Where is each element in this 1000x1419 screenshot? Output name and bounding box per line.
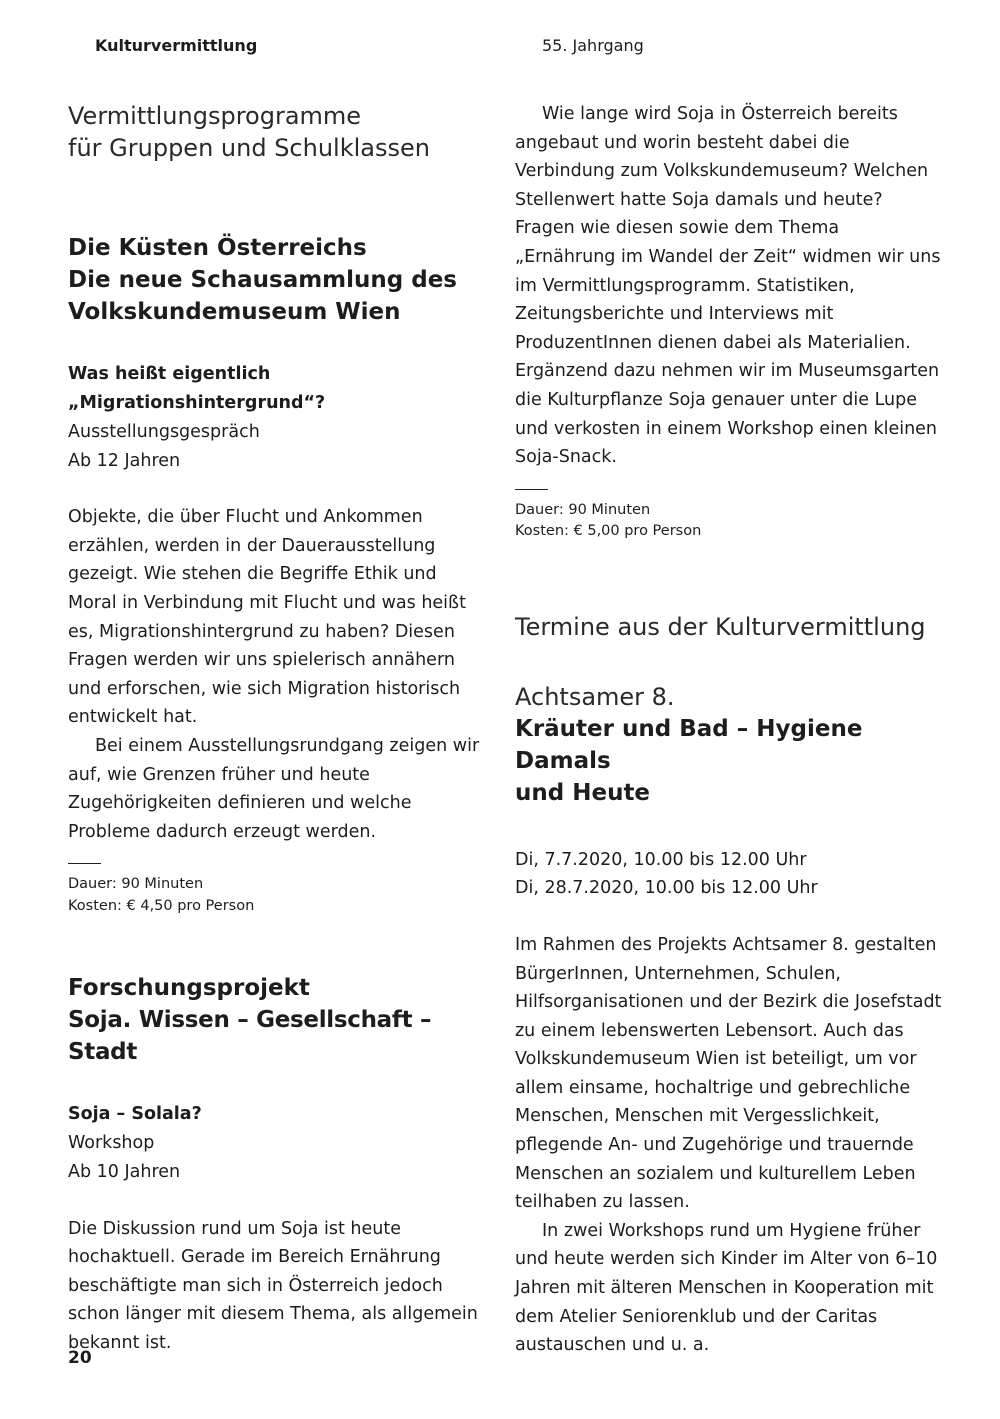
program-age: Ab 10 Jahren — [68, 1161, 181, 1182]
exhibition-heading: Die Küsten Österreichs Die neue Schausammlung des Volkskundemuseum Wien — [68, 235, 458, 325]
program-description: Die Diskussion rund um Soja ist heute hochaktuell. Gerade im Bereich Ernährung beschäftigte man sich in Österreich jedoch schon länger mit diesem Thema, als allgemein bekannt ist. — [68, 1218, 478, 1353]
program-duration: Dauer: 90 Minuten — [515, 501, 651, 518]
left-column — [68, 100, 488, 1357]
event-date: Di, 7.7.2020, 10.00 bis 12.00 Uhr — [515, 849, 807, 870]
event-heading: Kräuter und Bad – Hygiene Damals und Heute — [515, 715, 863, 806]
event-description: Im Rahmen des Projekts Achtsamer 8. gestalten BürgerInnen, Unternehmen, Schulen, Hilfsorganisationen und der Bezirk die Josefstadt zu einem lebenswerten Lebensort. Auch das Volkskundemuseum Wien ist beteiligt, um vor allem einsame, hochaltrige und gebrechliche Menschen, Menschen mit Vergesslichkeit, pflegende An- und Zugehörige und trauernde Menschen an sozialem und kulturellem Leben teilhaben zu lassen. — [515, 934, 942, 1213]
program-cost: Kosten: € 5,00 pro Person — [515, 523, 702, 540]
event-date: Di, 28.7.2020, 10.00 bis 12.00 Uhr — [515, 878, 818, 899]
soja-description: Wie lange wird Soja in Österreich bereits angebaut und worin besteht dabei die Verbindung zum Volkskundemuseum? Welchen Stellenwert hatte Soja damals und heute? Fragen wie diesen sowie dem Thema „Ernährung im Wandel der Zeit“ widmen wir uns im Vermittlungsprogramm. Statistiken, Zeitungsberichte und Interviews mit ProduzentInnen dienen dabei als Materialien. Ergänzend dazu nehmen wir im Museumsgarten die Kulturpflanze Soja genauer unter die Lupe und verkosten in einem Workshop einen kleinen Soja-Snack. — [515, 104, 941, 468]
program-format: Ausstellungsgespräch — [68, 422, 260, 442]
right-column — [515, 100, 945, 1360]
running-header-issue: 55. Jahrgang — [542, 36, 644, 55]
program-cost: Kosten: € 4,50 pro Person — [68, 897, 255, 914]
research-project-heading: Forschungsprojekt Soja. Wissen – Gesellschaft – Stadt — [68, 975, 432, 1066]
program-format: Workshop — [68, 1133, 155, 1154]
program-title-soja: Soja – Solala? — [68, 1104, 202, 1125]
divider-rule — [68, 863, 101, 864]
divider-rule — [515, 489, 548, 490]
running-header-section: Kulturvermittlung — [95, 36, 258, 55]
section-title-events: Termine aus der Kulturvermittlung — [515, 612, 926, 641]
program-description-continued: Bei einem Ausstellungsrundgang zeigen wir auf, wie Grenzen früher und heute Zugehörigkeiten definieren und welche Probleme dadurch erzeugt werden. — [68, 735, 480, 842]
event-description-continued: In zwei Workshops rund um Hygiene früher und heute werden sich Kinder im Alter von 6–10 Jahren mit älteren Menschen in Kooperation mit dem Atelier Seniorenklub und der Caritas austauschen und u. a. — [515, 1220, 938, 1356]
program-description: Objekte, die über Flucht und Ankommen erzählen, werden in der Dauerausstellung gezeigt. Wie stehen die Begriffe Ethik und Moral in Verbindung mit Flucht und was heißt es, Migrationshintergrund zu haben? Diesen Fragen werden wir uns spielerisch annähern und erforschen, wie sich Migration historisch entwickelt hat. — [68, 507, 466, 728]
section-title-programs: Vermittlungsprogramme für Gruppen und Schulklassen — [68, 102, 430, 162]
page-number: 20 — [68, 1348, 92, 1368]
program-age: Ab 12 Jahren — [68, 450, 181, 471]
program-title-migration: Was heißt eigentlich „Migrationshintergrund“? — [68, 364, 326, 413]
program-duration: Dauer: 90 Minuten — [68, 876, 204, 893]
event-series: Achtsamer 8. — [515, 682, 675, 711]
